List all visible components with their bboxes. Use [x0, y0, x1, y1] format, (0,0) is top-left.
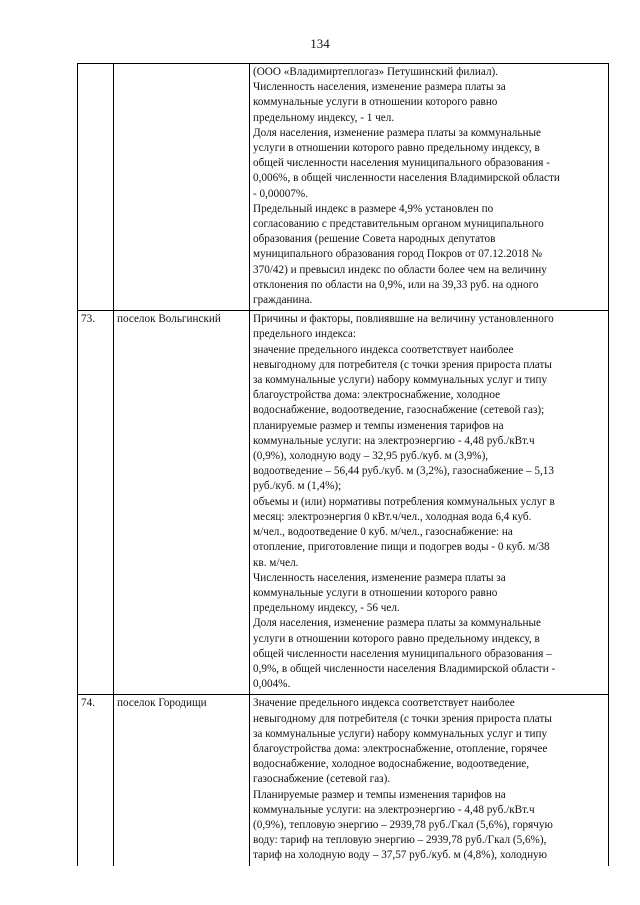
- text-line: предельного индекса:: [253, 328, 356, 341]
- text-line: муниципального образования город Покров от 07.12.2018 №: [253, 248, 543, 261]
- text-line: общей численности населения муниципального образования –: [253, 647, 552, 660]
- text-line: коммунальные услуги: на электроэнергию - 4,48 руб./кВт.ч: [253, 803, 535, 816]
- text-line: газоснабжение (сетевой газ).: [253, 773, 391, 786]
- text-line: коммунальные услуги: на электроэнергию - 4,48 руб./кВт.ч: [253, 434, 535, 447]
- text-line: 0,004%.: [253, 678, 291, 691]
- text-line: воду: тариф на тепловую энергию – 2939,78 руб./Гкал (5,6%),: [253, 834, 547, 847]
- settlement-name-cell: поселок Городищи: [114, 695, 250, 866]
- text-line: руб./куб. м (1,4%);: [253, 480, 342, 493]
- text-line: тариф на холодную воду – 37,57 руб./куб. м (4,8%), холодную: [253, 849, 548, 862]
- description-cell: [250, 695, 609, 866]
- text-line: Численность населения, изменение размера платы за: [253, 81, 506, 94]
- text-line: 370/42) и превысил индекс по области более чем на величину: [253, 263, 547, 276]
- text-line: благоустройства дома: электроснабжение, холодное: [253, 389, 501, 402]
- row-number-cell: 73.: [78, 311, 114, 695]
- text-line: Предельный индекс в размере 4,9% установлен по: [253, 202, 494, 215]
- page-number: 134: [310, 36, 330, 51]
- text-line: водоснабжение, водоотведение, газоснабжение (сетевой газ);: [253, 404, 545, 417]
- settlement-name-cell: поселок Вольгинский: [114, 311, 250, 695]
- text-line: благоустройства дома: электроснабжение, отопление, горячее: [253, 742, 548, 755]
- description-cell: [250, 311, 609, 695]
- text-line: водоснабжение, холодное водоснабжение, водоотведение,: [253, 758, 530, 771]
- text-line: (0,9%), холодную воду – 32,95 руб./куб. м (3,9%),: [253, 450, 489, 463]
- text-line: Значение предельного индекса соответствует наиболее: [253, 697, 515, 710]
- text-line: предельному индексу, - 56 чел.: [253, 602, 400, 615]
- table-row: [78, 695, 609, 866]
- text-line: (ООО «Владимиртеплогаз» Петушинский филиал).: [253, 66, 499, 78]
- text-line: 0,006%, в общей численности населения Владимирской области: [253, 172, 560, 185]
- text-line: отопление, приготовление пищи и подогрев воды - 0 куб. м/38: [253, 541, 550, 554]
- text-line: значение предельного индекса соответствует наиболее: [253, 343, 514, 356]
- text-line: 0,9%, в общей численности населения Владимирской области -: [253, 662, 556, 675]
- text-line: водоотведение – 56,44 руб./куб. м (3,2%), газоснабжение – 5,13: [253, 465, 554, 478]
- text-line: Численность населения, изменение размера платы за: [253, 571, 506, 584]
- text-line: гражданина.: [253, 294, 313, 307]
- text-line: общей численности населения муниципального образования -: [253, 157, 550, 170]
- document-table: [77, 63, 609, 866]
- text-line: м/чел., водоотведение 0 куб. м/чел., газоснабжение: на: [253, 526, 513, 539]
- row-number-cell: [78, 64, 114, 311]
- text-line: планируемые размер и темпы изменения тарифов на: [253, 419, 504, 432]
- text-line: отклонения по области на 0,9%, или на 39,33 руб. на одного: [253, 278, 539, 291]
- text-line: Доля населения, изменение размера платы за коммунальные: [253, 617, 541, 630]
- text-line: невыгодному для потребителя (с точки зрения прироста платы: [253, 712, 552, 725]
- table-row: [78, 64, 609, 311]
- row-number-cell: 74.: [78, 695, 114, 866]
- text-line: Причины и факторы, повлиявшие на величину установленного: [253, 313, 554, 326]
- text-line: согласованию с представительным органом муниципального: [253, 218, 544, 231]
- text-line: услуги в отношении которого равно предельному индексу, в: [253, 632, 540, 645]
- text-line: образования (решение Совета народных депутатов: [253, 233, 496, 246]
- table-row: [78, 311, 609, 695]
- settlement-name-cell: [114, 64, 250, 311]
- text-line: Доля населения, изменение размера платы за коммунальные: [253, 126, 541, 139]
- text-line: - 0,00007%.: [253, 187, 308, 200]
- text-line: кв. м/чел.: [253, 556, 299, 569]
- text-line: коммунальные услуги в отношении которого равно: [253, 586, 498, 599]
- text-line: коммунальные услуги в отношении которого равно: [253, 96, 498, 109]
- text-line: услуги в отношении которого равно предельному индексу, в: [253, 142, 540, 155]
- text-line: за коммунальные услуги) набору коммунальных услуг и типу: [253, 374, 548, 387]
- text-line: объемы и (или) нормативы потребления коммунальных услуг в: [253, 495, 555, 508]
- text-line: предельному индексу, - 1 чел.: [253, 111, 395, 124]
- text-line: невыгодному для потребителя (с точки зрения прироста платы: [253, 358, 552, 371]
- text-line: (0,9%), тепловую энергию – 2939,78 руб./Гкал (5,6%), горячую: [253, 818, 553, 831]
- text-line: Планируемые размер и темпы изменения тарифов на: [253, 788, 506, 801]
- description-cell: [250, 64, 609, 311]
- text-line: за коммунальные услуги) набору коммунальных услуг и типу: [253, 727, 548, 740]
- text-line: месяц: электроэнергия 0 кВт.ч/чел., холодная вода 6,4 куб.: [253, 510, 532, 523]
